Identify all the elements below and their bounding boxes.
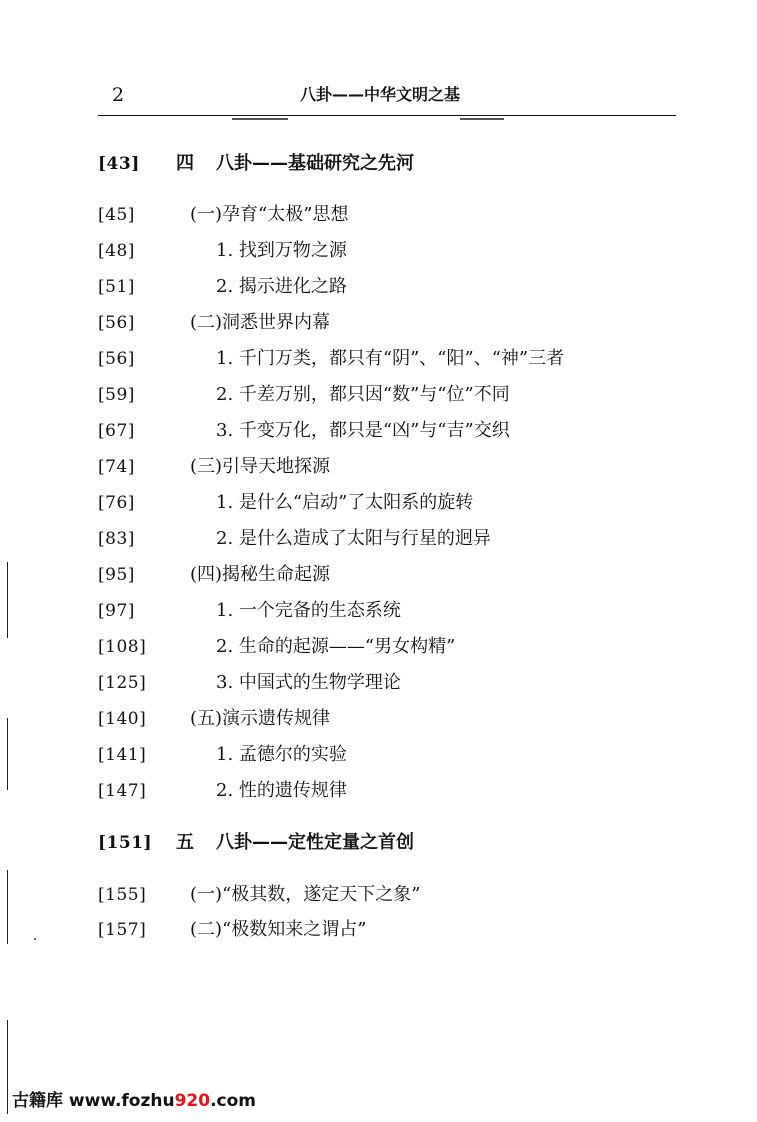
toc-subsection xyxy=(0,345,757,375)
toc-chapter xyxy=(0,150,757,180)
scan-mark xyxy=(7,718,8,790)
toc-page-ref: [83] xyxy=(98,529,135,549)
toc-subsection xyxy=(0,381,757,411)
toc-entry-title: (四)揭秘生命起源 xyxy=(190,564,331,585)
toc-section xyxy=(0,309,757,339)
watermark-accent: 920 xyxy=(174,1091,211,1111)
toc-page-ref: [59] xyxy=(98,385,135,405)
toc-entry-title: (二)“极数知来之谓占” xyxy=(190,919,367,940)
toc-page-ref: [48] xyxy=(98,241,135,261)
toc-page-ref: [51] xyxy=(98,277,135,297)
toc-subsection xyxy=(0,273,757,303)
toc-entry-title: 1. 孟德尔的实验 xyxy=(216,744,347,765)
toc-entry-title: 八卦——基础研究之先河 xyxy=(216,153,414,174)
toc-entry-title: 1. 是什么“启动”了太阳系的旋转 xyxy=(216,492,474,513)
toc-subsection xyxy=(0,417,757,447)
scan-dot xyxy=(34,938,36,940)
scan-mark xyxy=(7,562,8,638)
toc-subsection xyxy=(0,237,757,267)
toc-entry-title: 2. 性的遗传规律 xyxy=(216,780,347,801)
toc-entry-title: 1. 找到万物之源 xyxy=(216,240,347,261)
toc-page-ref: [56] xyxy=(98,349,135,369)
toc-page-ref: [157] xyxy=(98,920,147,940)
toc-entry-title: 3. 千变万化，都只是“凶”与“吉”交织 xyxy=(216,420,510,441)
toc-entry-title: (五)演示遗传规律 xyxy=(190,708,331,729)
toc-section xyxy=(0,201,757,231)
site-watermark xyxy=(12,1090,256,1112)
toc-page-ref: [74] xyxy=(98,457,135,477)
toc-chapter-number: 五 xyxy=(176,832,194,853)
toc-entry-title: 3. 中国式的生物学理论 xyxy=(216,672,401,693)
toc-entry-title: 2. 生命的起源——“男女构精” xyxy=(216,636,456,657)
toc-page-ref: [45] xyxy=(98,205,135,225)
toc-page-ref: [141] xyxy=(98,745,147,765)
toc-page-ref: [67] xyxy=(98,421,135,441)
running-title: 八卦——中华文明之基 xyxy=(300,85,461,104)
toc-subsection xyxy=(0,489,757,519)
scan-mark xyxy=(7,870,8,944)
toc-entry-title: (三)引导天地探源 xyxy=(190,456,331,477)
toc-page-ref: [95] xyxy=(98,565,135,585)
toc-subsection xyxy=(0,669,757,699)
page-number: 2 xyxy=(112,84,125,106)
toc-chapter-number: 四 xyxy=(176,153,194,174)
toc-entry-title: 2. 是什么造成了太阳与行星的迥异 xyxy=(216,528,491,549)
watermark-prefix: 古籍库 www.fozhu xyxy=(12,1091,175,1111)
toc-entry-title: (二)洞悉世界内幕 xyxy=(190,312,331,333)
scan-mark xyxy=(7,1020,8,1114)
toc-page-ref: [76] xyxy=(98,493,135,513)
toc-entry-title: 八卦——定性定量之首创 xyxy=(216,832,414,853)
toc-page-ref: [140] xyxy=(98,709,147,729)
toc-entry-title: 2. 揭示进化之路 xyxy=(216,276,347,297)
toc-subsection xyxy=(0,633,757,663)
toc-entry-title: (一)“极其数，遂定天下之象” xyxy=(190,884,421,905)
toc-entry-title: 1. 千门万类，都只有“阴”、“阳”、“神”三者 xyxy=(216,348,565,369)
toc-section xyxy=(0,881,757,911)
toc-section xyxy=(0,561,757,591)
toc-page-ref: [97] xyxy=(98,601,135,621)
toc-entry-title: 1. 一个完备的生态系统 xyxy=(216,600,401,621)
toc-page-ref: [56] xyxy=(98,313,135,333)
toc-page-ref: [151] xyxy=(98,833,153,853)
toc-subsection xyxy=(0,777,757,807)
toc-page-ref: [43] xyxy=(98,154,140,174)
toc-chapter xyxy=(0,829,757,859)
toc-section xyxy=(0,705,757,735)
toc-page-ref: [108] xyxy=(98,637,147,657)
toc-page-ref: [155] xyxy=(98,885,147,905)
watermark-suffix: .com xyxy=(210,1091,257,1111)
toc-section xyxy=(0,453,757,483)
toc-page-ref: [147] xyxy=(98,781,147,801)
toc-subsection xyxy=(0,741,757,771)
toc-entry-title: 2. 千差万别，都只因“数”与“位”不同 xyxy=(216,384,510,405)
toc-subsection xyxy=(0,525,757,555)
toc-page-ref: [125] xyxy=(98,673,147,693)
toc-entry-title: (一)孕育“太极”思想 xyxy=(190,204,349,225)
toc-section xyxy=(0,916,757,946)
toc-subsection xyxy=(0,597,757,627)
